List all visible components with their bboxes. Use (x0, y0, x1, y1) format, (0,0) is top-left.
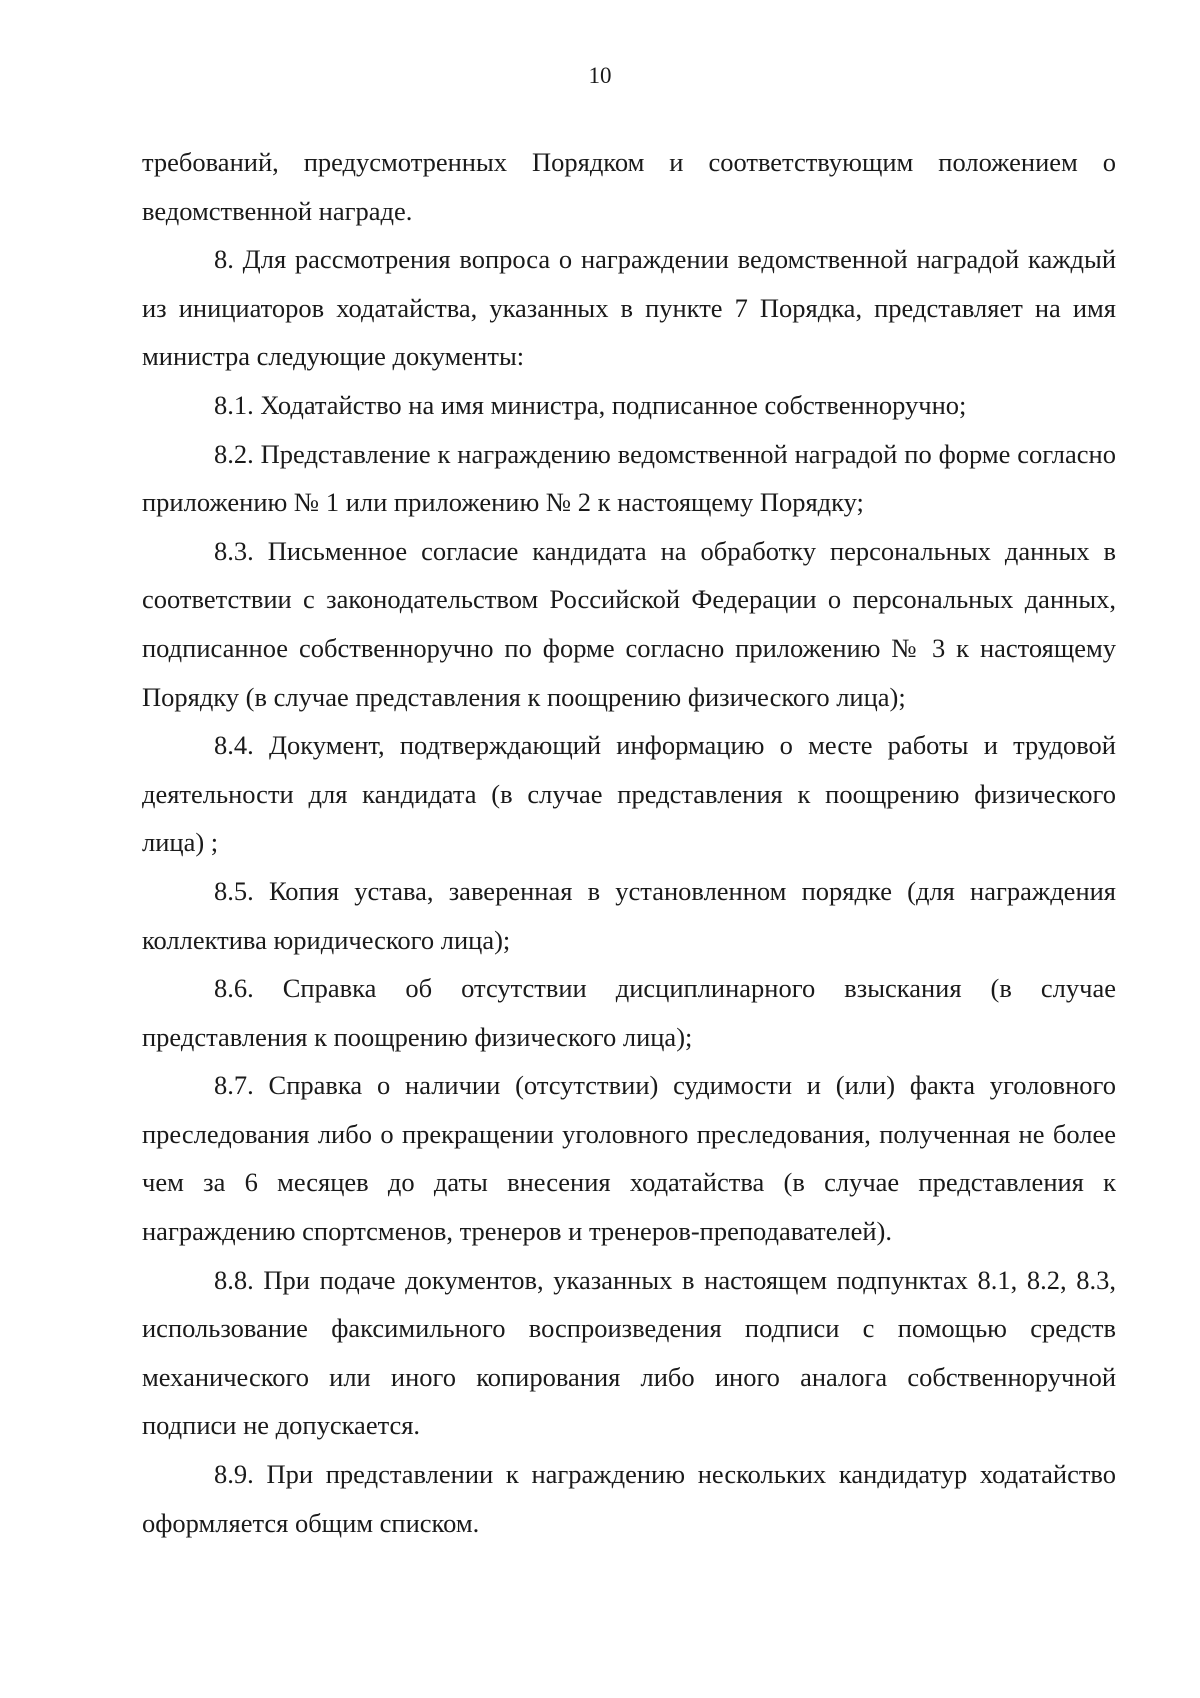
paragraph-8-2: 8.2. Представление к награждению ведомственной наградой по форме согласно приложению № 1 или приложению № 2 к настоящему Порядку; (142, 438, 1116, 518)
page-number: 10 (588, 63, 612, 88)
document-body (142, 138, 1116, 1547)
paragraph-continuation: требований, предусмотренных Порядком и соответствующим положением о ведомственной награде. (142, 147, 1116, 226)
paragraph-8-4: 8.4. Документ, подтверждающий информацию о месте работы и трудовой деятельности для кандидата (в случае представления к поощрению физического лица) ; (142, 730, 1116, 858)
paragraph-8-1: 8.1. Ходатайство на имя министра, подписанное собственноручно; (214, 389, 967, 420)
paragraph-8-3: 8.3. Письменное согласие кандидата на обработку персональных данных в соответствии с законодательством Российской Федерации о персональных данных, подписанное собственноручно по форме согласно приложению № 3 к настоящему Порядку (в случае представления к поощрению физического лица); (142, 535, 1116, 712)
paragraph-8-5: 8.5. Копия устава, заверенная в установленном порядке (для награждения коллектива юридического лица); (142, 875, 1116, 955)
paragraph-8-9: 8.9. При представлении к награждению нескольких кандидатур ходатайство оформляется общим списком. (142, 1459, 1116, 1538)
paragraph-8: 8. Для рассмотрения вопроса о награждении ведомственной наградой каждый из инициаторов ходатайства, указанных в пункте 7 Порядка, представляет на имя министра следующие документы: (142, 244, 1116, 372)
paragraph-8-8: 8.8. При подаче документов, указанных в настоящем подпунктах 8.1, 8.2, 8.3, использование факсимильного воспроизведения подписи с помощью средств механического или иного копирования либо иного аналога собственноручной подписи не допускается. (142, 1264, 1116, 1441)
paragraph-8-7: 8.7. Справка о наличии (отсутствии) судимости и (или) факта уголовного преследования либо о прекращении уголовного преследования, полученная не более чем за 6 месяцев до даты внесения ходатайства (в случае представления к награждению спортсменов, тренеров и тренеров-преподавателей). (142, 1070, 1116, 1247)
paragraph-8-6: 8.6. Справка об отсутствии дисциплинарного взыскания (в случае представления к поощрению физического лица); (142, 973, 1116, 1052)
